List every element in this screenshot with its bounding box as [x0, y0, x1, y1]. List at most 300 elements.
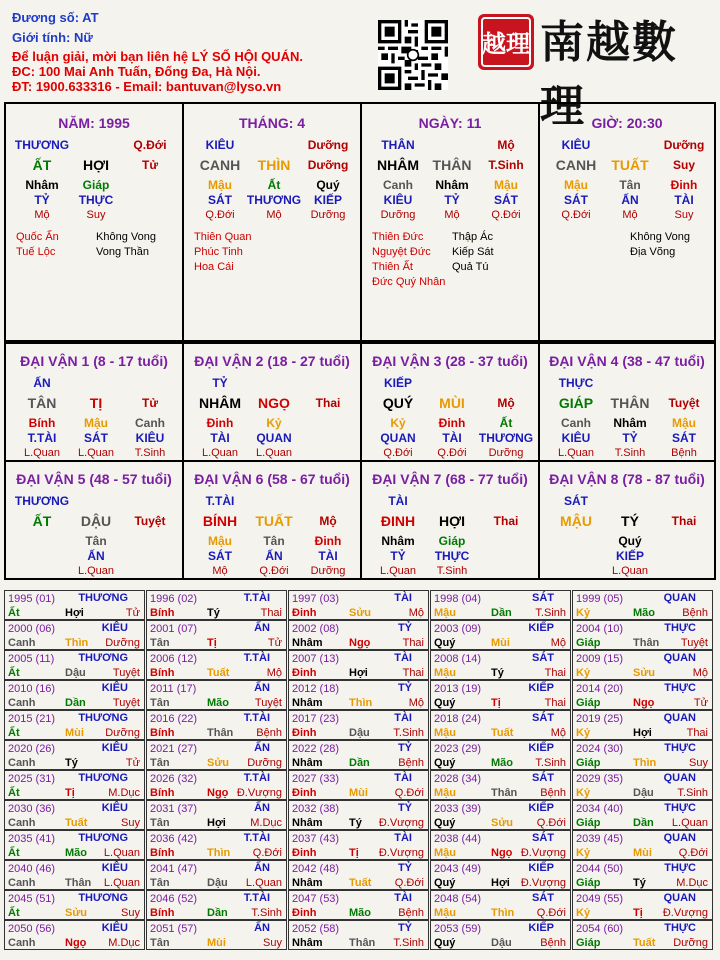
year-stage: M.Dục	[108, 787, 140, 799]
year-branch: Mùi	[633, 847, 652, 859]
year-branch: Sửu	[207, 757, 230, 769]
year-cell	[288, 620, 429, 650]
luck-stem: TÂN	[27, 395, 57, 411]
hidden-god: KIẾP	[313, 193, 343, 207]
year-stem: Canh	[8, 757, 36, 769]
year-stem: Kỷ	[576, 727, 591, 739]
pillar-branch-stage: T.Sinh	[488, 158, 524, 172]
hidden-stem: Mậu	[208, 534, 232, 548]
year-stem: Kỷ	[576, 667, 591, 679]
hidden-stem: Kỷ	[390, 416, 406, 430]
year-branch: Tị	[65, 787, 75, 799]
hidden-stem: Đinh	[438, 416, 466, 430]
star-right: Địa Võng	[630, 246, 676, 258]
year-branch: Mùi	[207, 937, 226, 949]
year-god: QUAN	[663, 892, 696, 904]
year-god: QUAN	[663, 712, 696, 724]
year-cell	[4, 920, 145, 950]
year-stem: Mậu	[434, 607, 456, 619]
year-god: THƯƠNG	[78, 592, 128, 604]
luck-title: ĐẠI VẬN 2 (18 - 27 tuổi)	[194, 353, 350, 369]
year-label: 2054 (60)	[576, 923, 624, 935]
year-cell	[430, 740, 571, 770]
year-god: THƯƠNG	[78, 712, 128, 724]
year-cell	[4, 800, 145, 830]
hidden-god: ẤN	[265, 549, 283, 563]
year-branch: Ngọ	[349, 637, 371, 649]
year-stem: Mậu	[434, 667, 456, 679]
year-branch: Ngọ	[633, 697, 655, 709]
star-right: Không Vong	[96, 231, 156, 243]
year-branch: Tị	[349, 847, 359, 859]
star-left: Quốc Ấn	[16, 231, 59, 243]
subject-gender: Giới tính: Nữ	[12, 30, 93, 45]
year-branch: Thân	[491, 787, 518, 799]
hidden-stem: Tân	[619, 178, 641, 192]
year-label: 2008 (14)	[434, 653, 482, 665]
year-stage: Thai	[260, 607, 282, 619]
year-label: 1996 (02)	[150, 593, 198, 605]
year-cell	[146, 590, 287, 620]
seal-icon	[476, 12, 536, 72]
year-stem: Quý	[434, 637, 456, 649]
year-branch: Sửu	[349, 607, 372, 619]
year-god: SÁT	[532, 892, 554, 904]
year-stem: Canh	[8, 937, 36, 949]
year-branch: Mão	[491, 757, 513, 769]
year-branch: Dần	[633, 817, 654, 829]
hidden-stage: Bệnh	[671, 447, 697, 459]
year-stem: Nhâm	[292, 637, 323, 649]
pillar-card	[360, 102, 540, 342]
star-right: Thập Ác	[452, 231, 493, 243]
year-branch: Hợi	[491, 877, 510, 889]
luck-pillar-card	[4, 342, 184, 462]
luck-stem: MẬU	[560, 513, 592, 529]
year-stage: Bệnh	[682, 607, 708, 619]
pillar-stem-god: THÂN	[381, 138, 415, 152]
year-stem: Giáp	[576, 697, 601, 709]
year-stem: Đinh	[292, 727, 317, 739]
year-branch: Mùi	[349, 787, 368, 799]
hidden-stage: Q.Đới	[205, 209, 235, 221]
year-branch: Dần	[207, 907, 228, 919]
hidden-stem: Mậu	[494, 178, 518, 192]
year-branch: Dần	[65, 697, 86, 709]
year-cell	[430, 710, 571, 740]
hidden-god: TÀI	[210, 431, 230, 445]
hidden-stage: L.Quan	[201, 447, 239, 459]
year-branch: Dậu	[633, 787, 654, 799]
luck-stem: BÍNH	[202, 513, 238, 529]
year-stage: T.Sinh	[677, 787, 708, 799]
year-label: 2015 (21)	[8, 713, 56, 725]
year-cell	[146, 740, 287, 770]
year-stem: Mậu	[434, 727, 456, 739]
year-branch: Tý	[65, 757, 78, 769]
year-stem: Mậu	[434, 907, 456, 919]
year-cell	[4, 740, 145, 770]
year-stage: Bệnh	[398, 757, 424, 769]
year-stage: Mộ	[550, 727, 566, 739]
year-cell	[288, 920, 429, 950]
year-label: 2036 (42)	[150, 833, 198, 845]
address-line: ĐC: 100 Mai Anh Tuấn, Đống Đa, Hà Nội.	[12, 64, 261, 79]
year-god: THỰC	[664, 742, 696, 754]
year-stem: Kỷ	[576, 787, 591, 799]
hidden-stem: Quý	[618, 534, 642, 548]
year-label: 2003 (09)	[434, 623, 482, 635]
year-label: 2051 (57)	[150, 923, 198, 935]
year-stem: Giáp	[576, 637, 601, 649]
hidden-stage: Dưỡng	[310, 565, 346, 577]
hidden-god: QUAN	[380, 431, 416, 445]
year-cell	[4, 890, 145, 920]
hidden-stem: Canh	[561, 416, 591, 430]
year-branch: Tị	[633, 907, 643, 919]
year-label: 2041 (47)	[150, 863, 198, 875]
year-cell	[146, 770, 287, 800]
year-stage: Dưỡng	[247, 757, 282, 769]
year-label: 2029 (35)	[576, 773, 624, 785]
year-stage: Bệnh	[398, 907, 424, 919]
pillar-stem: CANH	[555, 157, 597, 173]
hidden-stage: Suy	[674, 209, 694, 221]
year-branch: Tuất	[491, 727, 514, 739]
year-god: TÀI	[394, 652, 412, 664]
year-stage: L.Quan	[103, 847, 140, 859]
year-god: KIÊU	[101, 862, 128, 874]
year-stem: Mậu	[434, 787, 456, 799]
year-god: KIÊU	[101, 802, 128, 814]
year-god: T.TÀI	[243, 712, 270, 724]
year-label: 2034 (40)	[576, 803, 624, 815]
pillar-title: GIỜ: 20:30	[591, 115, 663, 131]
year-stage: Suy	[263, 937, 282, 949]
year-cell	[572, 650, 713, 680]
year-god: KIẾP	[528, 862, 554, 874]
year-cell	[288, 590, 429, 620]
year-cell	[4, 860, 145, 890]
hidden-god: SÁT	[564, 193, 588, 207]
year-stem: Tân	[150, 757, 170, 769]
luck-title: ĐẠI VẬN 8 (78 - 87 tuổi)	[549, 471, 705, 487]
hidden-stem: Nhâm	[613, 416, 647, 430]
year-cell	[4, 620, 145, 650]
subject-name: Đương số: AT	[12, 10, 99, 25]
hidden-god: THỰC	[434, 549, 470, 563]
year-stem: Ất	[8, 907, 20, 919]
year-branch: Sửu	[65, 907, 88, 919]
pillar-card	[4, 102, 184, 342]
year-god: KIẾP	[528, 922, 554, 934]
hidden-stage: Mộ	[622, 209, 638, 221]
year-stage: Bệnh	[540, 937, 566, 949]
star-right: Quả Tú	[452, 261, 489, 273]
year-cell	[572, 710, 713, 740]
hidden-stage: Dưỡng	[310, 209, 346, 221]
year-label: 2035 (41)	[8, 833, 56, 845]
hidden-stem: Ất	[499, 416, 513, 430]
hidden-stage: L.Quan	[23, 447, 61, 459]
year-stage: L.Quan	[103, 877, 140, 889]
hidden-god: KIÊU	[561, 431, 591, 445]
year-stem: Ất	[8, 847, 20, 859]
year-god: THƯƠNG	[78, 832, 128, 844]
year-stage: Q.Đới	[394, 877, 424, 889]
year-stem: Tân	[150, 637, 170, 649]
year-god: TÀI	[394, 712, 412, 724]
hidden-god: THƯƠNG	[246, 193, 302, 207]
year-branch: Sửu	[491, 817, 514, 829]
year-cell	[572, 800, 713, 830]
year-label: 2016 (22)	[150, 713, 198, 725]
year-god: SÁT	[532, 772, 554, 784]
year-cell	[430, 800, 571, 830]
year-stem: Quý	[434, 697, 456, 709]
year-stem: Quý	[434, 757, 456, 769]
year-label: 2038 (44)	[434, 833, 482, 845]
luck-stage: Thai	[315, 396, 341, 410]
year-stem: Đinh	[292, 787, 317, 799]
luck-pillar-card	[360, 342, 540, 462]
hidden-stage: Dưỡng	[380, 209, 416, 221]
year-stage: Đ.Vượng	[236, 787, 282, 799]
luck-branch: MÙI	[439, 395, 465, 411]
year-cell	[4, 770, 145, 800]
pillar-stem-god: KIÊU	[561, 138, 591, 152]
star-left: Đức Quý Nhân	[372, 276, 446, 288]
year-cell	[146, 890, 287, 920]
luck-title: ĐẠI VẬN 3 (28 - 37 tuổi)	[372, 353, 528, 369]
year-stage: Thai	[686, 727, 708, 739]
year-cell	[572, 590, 713, 620]
year-stage: Dưỡng	[105, 637, 140, 649]
year-god: ẤN	[254, 742, 270, 754]
hidden-stem: Giáp	[438, 534, 466, 548]
luck-stem: ĐINH	[380, 513, 416, 529]
year-stem: Bính	[150, 727, 175, 739]
year-god: KIÊU	[101, 742, 128, 754]
year-label: 2007 (13)	[292, 653, 340, 665]
year-label: 2030 (36)	[8, 803, 56, 815]
year-cell	[572, 680, 713, 710]
luck-stem: GIÁP	[558, 395, 594, 411]
hidden-god: SÁT	[208, 193, 232, 207]
luck-branch: THÂN	[610, 395, 650, 411]
year-god: TỶ	[397, 682, 412, 694]
year-stage: Đ.Vượng	[520, 847, 566, 859]
pillar-stem-stage: Dưỡng	[663, 138, 705, 152]
star-left: Thiên Quan	[194, 231, 252, 243]
year-branch: Thìn	[65, 637, 89, 649]
year-stage: Tử	[693, 697, 708, 709]
year-god: THỰC	[664, 622, 696, 634]
hidden-stage: L.Quan	[77, 565, 115, 577]
luck-branch: HỢI	[439, 513, 465, 529]
year-stem: Canh	[8, 877, 36, 889]
year-stage: Bệnh	[256, 727, 282, 739]
year-stage: T.Sinh	[535, 757, 566, 769]
year-label: 2050 (56)	[8, 923, 56, 935]
year-god: KIẾP	[528, 682, 554, 694]
year-label: 2022 (28)	[292, 743, 340, 755]
year-cell	[288, 770, 429, 800]
luck-branch: DẬU	[80, 513, 112, 529]
hidden-stage: Mộ	[212, 565, 228, 577]
year-branch: Dậu	[349, 727, 370, 739]
year-god: ẤN	[254, 682, 270, 694]
year-stem: Tân	[150, 697, 170, 709]
year-stem: Mậu	[434, 847, 456, 859]
luck-stem: ẤT	[32, 513, 52, 529]
year-stem: Giáp	[576, 757, 601, 769]
year-stem: Tân	[150, 937, 170, 949]
luck-stem-god: TỶ	[212, 376, 228, 390]
pillar-stem-stage: Dưỡng	[307, 138, 349, 152]
year-label: 2006 (12)	[150, 653, 198, 665]
star-left: Nguyệt Đức	[372, 246, 431, 258]
year-stem: Tân	[150, 877, 170, 889]
luck-stem-god: TÀI	[388, 494, 408, 508]
year-god: KIẾP	[528, 802, 554, 814]
year-god: ẤN	[254, 802, 270, 814]
pillar-title: NĂM: 1995	[58, 115, 130, 131]
year-stage: Dưỡng	[673, 937, 708, 949]
hidden-stem: Canh	[135, 416, 165, 430]
year-cell	[430, 770, 571, 800]
year-label: 2028 (34)	[434, 773, 482, 785]
year-cell	[288, 890, 429, 920]
year-god: SÁT	[532, 592, 554, 604]
luck-pillar-card	[182, 342, 362, 462]
year-branch: Thân	[207, 727, 234, 739]
year-label: 1999 (05)	[576, 593, 624, 605]
luck-title: ĐẠI VẬN 1 (8 - 17 tuổi)	[20, 353, 168, 369]
year-cell	[288, 740, 429, 770]
hidden-god: THỰC	[78, 193, 114, 207]
year-stage: Thai	[402, 667, 424, 679]
hidden-stem: Quý	[316, 178, 340, 192]
year-stage: Q.Đới	[252, 847, 282, 859]
year-cell	[572, 620, 713, 650]
hidden-stage: L.Quan	[379, 565, 417, 577]
luck-stage: Thai	[671, 514, 697, 528]
year-branch: Dậu	[207, 877, 228, 889]
year-stem: Bính	[150, 667, 175, 679]
year-branch: Sửu	[633, 667, 656, 679]
year-stem: Kỷ	[576, 607, 591, 619]
year-branch: Tý	[349, 817, 362, 829]
year-branch: Tuất	[633, 937, 656, 949]
year-god: TỶ	[397, 922, 412, 934]
year-label: 2021 (27)	[150, 743, 198, 755]
hidden-god: SÁT	[208, 549, 232, 563]
year-label: 1997 (03)	[292, 593, 340, 605]
hidden-stem: Tân	[263, 534, 285, 548]
pillar-branch: THÂN	[432, 157, 472, 173]
year-stem: Quý	[434, 817, 456, 829]
hidden-stem: Nhâm	[381, 534, 415, 548]
year-branch: Tý	[633, 877, 646, 889]
luck-title: ĐẠI VẬN 6 (58 - 67 tuổi)	[194, 471, 350, 487]
pillar-stem: NHÂM	[377, 157, 419, 173]
hidden-god: SÁT	[672, 431, 696, 445]
year-god: KIÊU	[101, 682, 128, 694]
hidden-stem: Ất	[267, 178, 281, 192]
year-label: 2043 (49)	[434, 863, 482, 875]
year-cell	[430, 680, 571, 710]
year-branch: Hợi	[349, 667, 368, 679]
pillar-branch: TUẤT	[611, 157, 649, 173]
year-label: 1995 (01)	[8, 593, 56, 605]
year-label: 2019 (25)	[576, 713, 624, 725]
year-branch: Hợi	[207, 817, 226, 829]
year-cell	[146, 710, 287, 740]
hidden-god: TÀI	[318, 549, 338, 563]
year-stage: Q.Đới	[678, 847, 708, 859]
year-god: QUAN	[663, 832, 696, 844]
year-stage: Đ.Vượng	[662, 907, 708, 919]
year-branch: Mão	[207, 697, 229, 709]
year-cell	[572, 920, 713, 950]
year-stem: Bính	[150, 607, 175, 619]
year-cell	[288, 800, 429, 830]
year-god: THỰC	[664, 802, 696, 814]
year-god: TỶ	[397, 742, 412, 754]
hidden-god: TỶ	[622, 431, 638, 445]
year-stage: Mộ	[692, 667, 708, 679]
luck-stem-god: THỰC	[558, 376, 594, 390]
year-stem: Nhâm	[292, 757, 323, 769]
year-god: TÀI	[394, 892, 412, 904]
year-stem: Kỷ	[576, 847, 591, 859]
luck-pillar-card	[538, 460, 716, 580]
year-god: THỰC	[664, 862, 696, 874]
year-god: THƯƠNG	[78, 772, 128, 784]
luck-branch: TÝ	[621, 513, 639, 529]
hidden-stage: T.Sinh	[436, 565, 468, 577]
year-branch: Ngọ	[207, 787, 229, 799]
year-god: TỶ	[397, 622, 412, 634]
year-label: 2023 (29)	[434, 743, 482, 755]
year-stem: Canh	[8, 637, 36, 649]
year-god: SÁT	[532, 832, 554, 844]
year-cell	[572, 770, 713, 800]
star-right: Vong Thần	[96, 246, 150, 258]
hidden-stem: Mậu	[84, 416, 108, 430]
hidden-god: THƯƠNG	[478, 431, 534, 445]
year-stage: M.Dục	[250, 817, 282, 829]
year-stage: Q.Đới	[536, 817, 566, 829]
year-stage: Tuyệt	[254, 697, 282, 709]
year-cell	[4, 830, 145, 860]
year-stem: Nhâm	[292, 937, 323, 949]
year-stage: Đ.Vượng	[520, 877, 566, 889]
hidden-god: QUAN	[256, 431, 292, 445]
hidden-god: KIẾP	[615, 549, 645, 563]
hidden-stage: Mộ	[444, 209, 460, 221]
year-label: 2031 (37)	[150, 803, 198, 815]
year-cell	[146, 680, 287, 710]
year-stage: T.Sinh	[393, 727, 424, 739]
year-cell	[572, 860, 713, 890]
year-label: 2017 (23)	[292, 713, 340, 725]
year-cell	[288, 830, 429, 860]
year-label: 2002 (08)	[292, 623, 340, 635]
year-cell	[430, 650, 571, 680]
year-god: THỰC	[664, 922, 696, 934]
